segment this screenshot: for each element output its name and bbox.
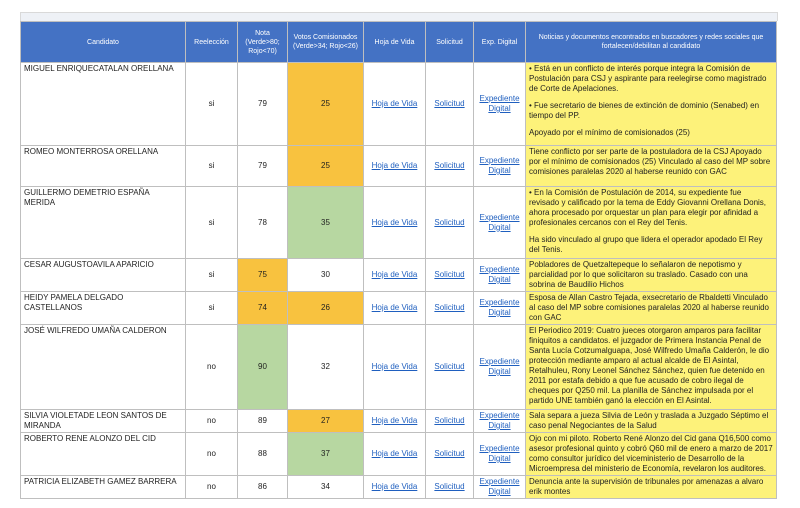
solicitud-link[interactable]: Solicitud (434, 449, 465, 458)
nota-cell: 79 (238, 146, 288, 187)
hoja-de-vida-cell (364, 187, 426, 259)
notes-cell (526, 410, 777, 433)
header-exp: Exp. Digital (474, 22, 526, 63)
note-paragraph: Denuncia ante la supervisión de tribunales por amenazas a alvaro erik montes (529, 477, 764, 496)
expediente-cell (474, 433, 526, 476)
solicitud-cell (426, 187, 474, 259)
solicitud-cell (426, 146, 474, 187)
hoja-de-vida-link[interactable]: Hoja de Vida (371, 161, 418, 170)
hoja-de-vida-cell (364, 63, 426, 146)
solicitud-cell (426, 433, 474, 476)
note-paragraph: El Periodico 2019: Cuatro jueces otorgaron amparos para facilitar finiquitos a candidatos. el juzgador de Primera Instancia Penal de Santa Lucía Cotzumalguapa, José Wilfredo Umaña Calderón, le dio protección mediante amparo al actual alcalde de El Asintal, Retalhuleu, Rony Leonel Sánchez Sánchez, quien fue detenido en 2011 por estafa debido a que fue acusado de cobro ilegal de cheques por Q250 mil. La planilla de Sánchez impulsada por el partido UNE también ganó la elección en El Asintal. (529, 326, 770, 405)
expediente-cell (474, 410, 526, 433)
hoja-de-vida-link[interactable]: Hoja de Vida (371, 362, 418, 371)
candidate-name: JOSÉ WILFREDO UMAÑA CALDERON (21, 325, 186, 410)
nota-cell: 90 (238, 325, 288, 410)
header-hoja: Hoja de Vida (364, 22, 426, 63)
table-row (21, 433, 777, 476)
expediente-digital-link[interactable]: Expediente Digital (479, 156, 520, 175)
candidate-name: GUILLERMO DEMETRIO ESPAÑA MERIDA (21, 187, 186, 259)
expediente-digital-link[interactable]: Expediente Digital (479, 298, 520, 317)
header-votos: Votos Comisionados (Verde>34; Rojo<26) (288, 22, 364, 63)
notes-cell (526, 187, 777, 259)
table-row (21, 325, 777, 410)
votos-cell: 37 (288, 433, 364, 476)
solicitud-cell (426, 259, 474, 292)
hoja-de-vida-cell (364, 325, 426, 410)
nota-cell: 89 (238, 410, 288, 433)
hoja-de-vida-link[interactable]: Hoja de Vida (371, 449, 418, 458)
note-paragraph: Tiene conflicto por ser parte de la postuladora de la CSJ Apoyado por el mínimo de comisionados (25) Vinculado al caso del MP sobre comisiones paralelas 2020 al haberse reunido con GAC (529, 147, 771, 176)
hoja-de-vida-cell (364, 410, 426, 433)
candidate-name: HEIDY PAMELA DELGADO CASTELLANOS (21, 292, 186, 325)
nota-cell: 86 (238, 476, 288, 499)
table-row (21, 410, 777, 433)
solicitud-cell (426, 325, 474, 410)
candidate-name: CESAR AUGUSTOAVILA APARICIO (21, 259, 186, 292)
note-paragraph: Apoyado por el mínimo de comisionados (25) (529, 128, 690, 137)
reeleccion-cell: si (186, 259, 238, 292)
solicitud-cell (426, 476, 474, 499)
expediente-digital-link[interactable]: Expediente Digital (479, 477, 520, 496)
nota-cell: 79 (238, 63, 288, 146)
header-noticias: Noticias y documentos encontrados en buscadores y redes sociales que fortalecen/debilitan al candidato (526, 22, 777, 63)
top-strip (20, 12, 778, 21)
table-row (21, 476, 777, 499)
hoja-de-vida-cell (364, 476, 426, 499)
reeleccion-cell: no (186, 325, 238, 410)
expediente-cell (474, 63, 526, 146)
reeleccion-cell: si (186, 63, 238, 146)
expediente-digital-link[interactable]: Expediente Digital (479, 357, 520, 376)
table-row (21, 187, 777, 259)
expediente-cell (474, 187, 526, 259)
solicitud-cell (426, 410, 474, 433)
table-row (21, 292, 777, 325)
reeleccion-cell: no (186, 433, 238, 476)
header-candidato: Candidato (21, 22, 186, 63)
votos-cell: 34 (288, 476, 364, 499)
expediente-digital-link[interactable]: Expediente Digital (479, 94, 520, 113)
notes-cell (526, 476, 777, 499)
notes-cell (526, 433, 777, 476)
reeleccion-cell: no (186, 476, 238, 499)
expediente-cell (474, 292, 526, 325)
note-paragraph: Sala separa a jueza Silvia de León y traslada a Juzgado Séptimo el caso penal Negociantes de la Salud (529, 411, 769, 430)
hoja-de-vida-link[interactable]: Hoja de Vida (371, 99, 418, 108)
expediente-cell (474, 259, 526, 292)
hoja-de-vida-cell (364, 259, 426, 292)
hoja-de-vida-link[interactable]: Hoja de Vida (371, 482, 418, 491)
candidates-table (20, 21, 777, 499)
solicitud-link[interactable]: Solicitud (434, 99, 465, 108)
note-paragraph: Ha sido vinculado al grupo que lidera el operador apodado El Rey del Tenis. (529, 235, 763, 254)
solicitud-link[interactable]: Solicitud (434, 270, 465, 279)
spreadsheet (20, 12, 778, 499)
notes-cell (526, 63, 777, 146)
nota-cell: 88 (238, 433, 288, 476)
votos-cell: 25 (288, 146, 364, 187)
header-nota: Nota (Verde>80; Rojo<70) (238, 22, 288, 63)
note-paragraph: • Fue secretario de bienes de extinción de dominio (Senabed) en tiempo del PP. (529, 101, 760, 120)
notes-cell (526, 146, 777, 187)
votos-cell: 25 (288, 63, 364, 146)
nota-cell: 74 (238, 292, 288, 325)
hoja-de-vida-link[interactable]: Hoja de Vida (371, 270, 418, 279)
candidate-name: MIGUEL ENRIQUECATALAN ORELLANA (21, 63, 186, 146)
header-row (21, 22, 777, 63)
nota-cell: 78 (238, 187, 288, 259)
expediente-cell (474, 325, 526, 410)
table-row (21, 63, 777, 146)
note-paragraph: Ojo con mi piloto. Roberto René Alonzo del Cid gana Q16,500 como asesor profesional quinto y cobró Q60 mil de enero a marzo de 2017 como consultor jurídico del viceministerio de Desarrollo de la Microempresa del ministerio de Economía, revelaron los auditores. (529, 434, 773, 473)
hoja-de-vida-cell (364, 146, 426, 187)
expediente-digital-link[interactable]: Expediente Digital (479, 444, 520, 463)
notes-cell (526, 259, 777, 292)
votos-cell: 35 (288, 187, 364, 259)
candidate-name: PATRICIA ELIZABETH GAMEZ BARRERA (21, 476, 186, 499)
header-reeleccion: Reelección (186, 22, 238, 63)
reeleccion-cell: no (186, 410, 238, 433)
notes-cell (526, 325, 777, 410)
candidate-name: ROBERTO RENE ALONZO DEL CID (21, 433, 186, 476)
reeleccion-cell: si (186, 292, 238, 325)
solicitud-link[interactable]: Solicitud (434, 217, 465, 227)
candidate-name: SILVIA VIOLETADE LEON SANTOS DE MIRANDA (21, 410, 186, 433)
votos-cell: 27 (288, 410, 364, 433)
hoja-de-vida-cell (364, 292, 426, 325)
expediente-digital-link[interactable]: Expediente Digital (479, 265, 520, 284)
note-paragraph: Pobladores de Quetzaltepeque lo señalaron de nepotismo y parcialidad por lo que solicitaron su traslado. Casado con una sobrina de Baudilio Hichos (529, 260, 748, 289)
reeleccion-cell: si (186, 187, 238, 259)
hoja-de-vida-link[interactable]: Hoja de Vida (371, 217, 418, 227)
header-solicitud: Solicitud (426, 22, 474, 63)
votos-cell: 26 (288, 292, 364, 325)
solicitud-cell (426, 63, 474, 146)
candidate-name: ROMEO MONTERROSA ORELLANA (21, 146, 186, 187)
expediente-digital-link[interactable]: Expediente Digital (479, 212, 520, 232)
reeleccion-cell: si (186, 146, 238, 187)
note-paragraph: • En la Comisión de Postulación de 2014, su expediente fue revisado y calificado por la tema de Eddy Giovanni Orellana Donis, ahora procesado por orquestar un plan para elegir por afinidad a profesionales cercanos con el Rey del Tenis. (529, 188, 767, 227)
note-paragraph: • Está en un conflicto de interés porque integra la Comisión de Postulación para CSJ y aspirante para reelegirse como magistrado de Corte de Apelaciones. (529, 64, 767, 93)
expediente-cell (474, 146, 526, 187)
hoja-de-vida-link[interactable]: Hoja de Vida (371, 303, 418, 312)
hoja-de-vida-link[interactable]: Hoja de Vida (371, 416, 418, 425)
solicitud-link[interactable]: Solicitud (434, 161, 465, 170)
hoja-de-vida-cell (364, 433, 426, 476)
solicitud-link[interactable]: Solicitud (434, 362, 465, 371)
expediente-cell (474, 476, 526, 499)
solicitud-link[interactable]: Solicitud (434, 416, 465, 425)
notes-cell (526, 292, 777, 325)
solicitud-cell (426, 292, 474, 325)
expediente-digital-link[interactable]: Expediente Digital (479, 411, 520, 430)
note-paragraph: Esposa de Allan Castro Tejada, exsecretario de Rbaldetti Vinculado al caso del MP sobre comisiones paralelas 2020 al haberse reunido con GAC (529, 293, 769, 322)
nota-cell: 75 (238, 259, 288, 292)
solicitud-link[interactable]: Solicitud (434, 303, 465, 312)
table-row (21, 146, 777, 187)
table-row (21, 259, 777, 292)
votos-cell: 30 (288, 259, 364, 292)
votos-cell: 32 (288, 325, 364, 410)
solicitud-link[interactable]: Solicitud (434, 482, 465, 491)
